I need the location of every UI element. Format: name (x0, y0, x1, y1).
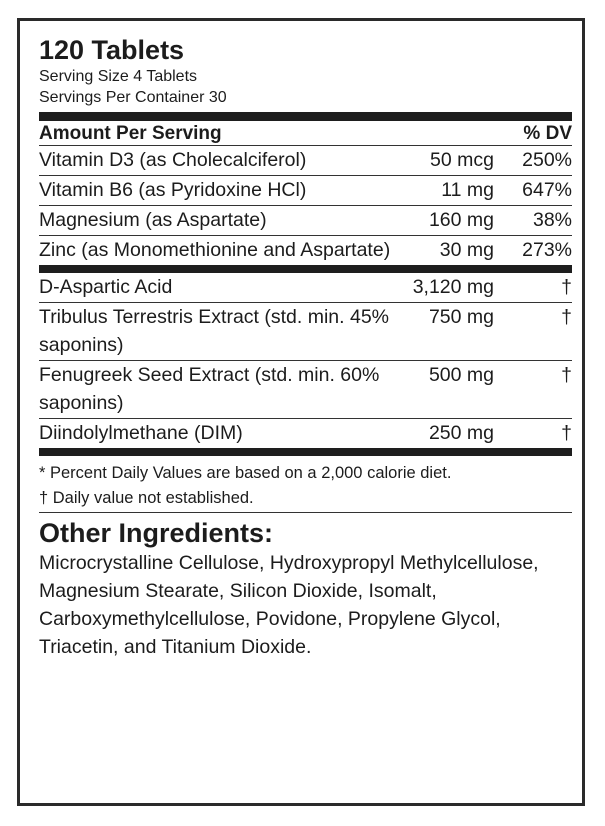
ingredient-amount: 250 mg (428, 422, 494, 444)
ingredient-name: Diindolylmethane (DIM) (39, 422, 243, 444)
thin-divider (39, 512, 572, 513)
nutrient-amount: 160 mg (428, 209, 494, 231)
ingredient-name: Fenugreek Seed Extract (std. min. 60% saponins) (39, 364, 380, 414)
serving-size: Serving Size 4 Tablets (39, 68, 198, 85)
other-ingredients-title: Other Ingredients: (39, 518, 274, 548)
thick-divider (39, 112, 572, 121)
ingredient-amount: 3,120 mg (412, 276, 494, 298)
nutrient-name: Vitamin D3 (as Cholecalciferol) (39, 149, 307, 171)
dagger-footnote: † Daily value not established. (39, 489, 254, 507)
table-row (39, 176, 572, 206)
ingredient-name: D-Aspartic Acid (39, 276, 173, 298)
servings-per-container: Servings Per Container 30 (39, 89, 227, 106)
nutrient-amount: 11 mg (441, 179, 494, 201)
ingredient-dv: † (561, 422, 572, 444)
nutrient-dv: 647% (522, 179, 572, 201)
nutrient-amount: 50 mcg (430, 149, 494, 171)
table-row (39, 419, 572, 448)
ingredient-dv: † (561, 276, 572, 298)
table-row (39, 206, 572, 236)
supplement-facts-panel (17, 18, 585, 806)
nutrient-name: Magnesium (as Aspartate) (39, 209, 267, 231)
container-count-title: 120 Tablets (39, 35, 185, 65)
nutrient-dv: 38% (532, 209, 572, 231)
table-row (39, 303, 572, 361)
nutrient-dv: 273% (522, 239, 572, 261)
table-row (39, 146, 572, 176)
nutrient-name: Zinc (as Monomethionine and Aspartate) (39, 239, 391, 261)
dv-label: % DV (523, 123, 572, 144)
ingredient-dv: † (561, 306, 572, 328)
other-ingredients-text: Microcrystalline Cellulose, Hydroxypropyl Methylcellulose, Magnesium Stearate, Silicon Dioxide, Isomalt, Carboxymethylcellulose, Povidone, Propylene Glycol, Triacetin, and Titanium Dioxide. (39, 552, 539, 658)
vitamin-rows (39, 146, 572, 265)
nutrient-name: Vitamin B6 (as Pyridoxine HCl) (39, 179, 307, 201)
other-rows (39, 273, 572, 448)
nutrient-amount: 30 mg (439, 239, 494, 261)
ingredient-dv: † (561, 364, 572, 386)
ingredient-name: Tribulus Terrestris Extract (std. min. 45% saponins) (39, 306, 390, 356)
table-row (39, 236, 572, 265)
thick-divider (39, 448, 572, 456)
table-row (39, 361, 572, 419)
table-row (39, 273, 572, 303)
ingredient-amount: 500 mg (428, 364, 494, 386)
nutrient-dv: 250% (522, 149, 572, 171)
percent-dv-footnote: * Percent Daily Values are based on a 2,000 calorie diet. (39, 464, 452, 482)
ingredient-amount: 750 mg (428, 306, 494, 328)
table-header (39, 121, 572, 145)
panel-content (39, 35, 572, 661)
amount-per-serving-label: Amount Per Serving (39, 123, 222, 144)
thick-divider (39, 265, 572, 273)
